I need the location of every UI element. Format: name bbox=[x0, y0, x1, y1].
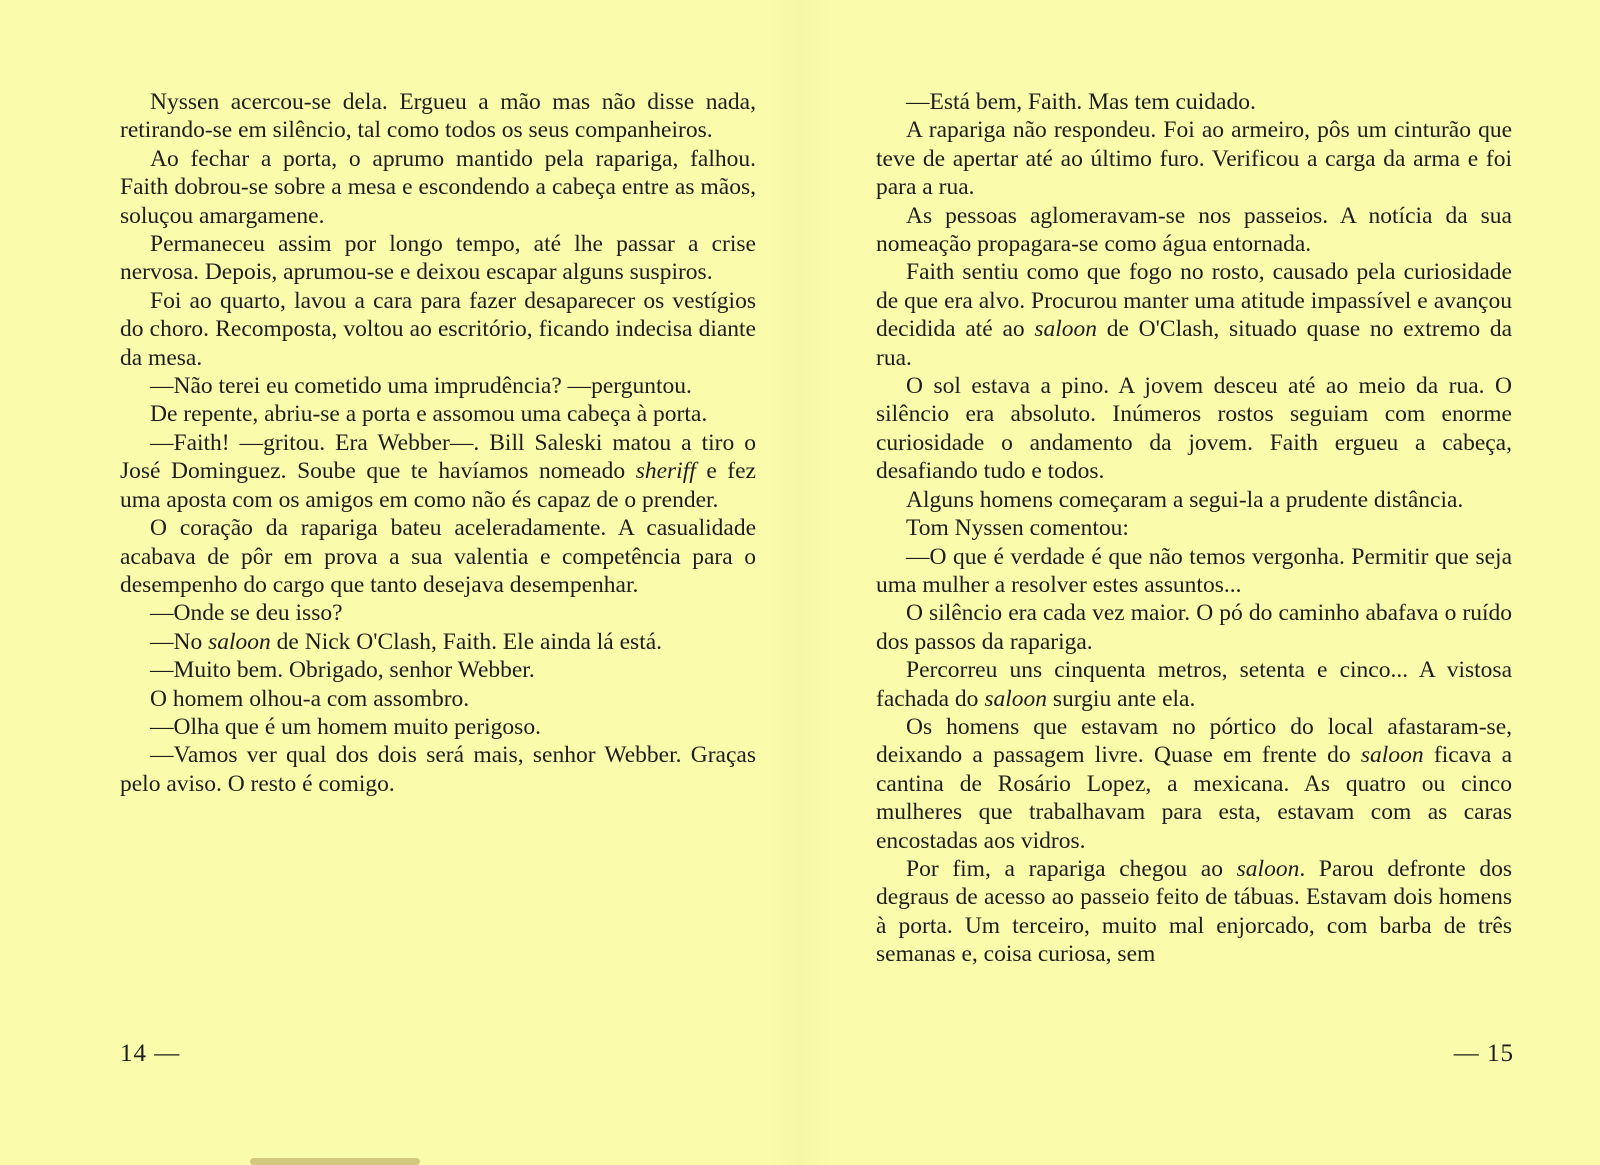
paragraph: O sol estava a pino. A jovem desceu até ao meio da rua. O silêncio era absoluto. Inúmeros rostos seguiam com enorme curiosidade o andamento da jovem. Faith ergueu a cabeça, desafiando tudo e todos. bbox=[876, 373, 1512, 485]
paragraph: —No saloon de Nick O'Clash, Faith. Ele ainda lá está. bbox=[150, 628, 663, 655]
paragraph: —Faith! —gritou. Era Webber—. Bill Saleski matou a tiro o José Dominguez. Soube que te havíamos nomeado sheriff e fez uma aposta com os amigos em como não és capaz de o prender. bbox=[120, 429, 756, 513]
paragraph: Faith sentiu como que fogo no rosto, causado pela curiosidade de que era alvo. Procurou manter uma atitude impassível e avançou decidida até ao saloon de O'Clash, situado quase no extremo da rua. bbox=[876, 259, 1512, 371]
paragraph: De repente, abriu-se a porta e assomou uma cabeça à porta. bbox=[150, 401, 708, 428]
paragraph: Ao fechar a porta, o aprumo mantido pela rapariga, falhou. Faith dobrou-se sobre a mesa e escondendo a cabeça entre as mãos, soluçou amargamene. bbox=[120, 145, 756, 229]
paragraph: Os homens que estavam no pórtico do local afastaram-se, deixando a passagem livre. Quase em frente do saloon ficava a cantina de Rosário Lopez, a mexicana. As quatro ou cinco mulheres que trabalhavam para esta, estavam com as caras encostadas aos vidros. bbox=[876, 713, 1512, 854]
paper-smudge bbox=[250, 1158, 420, 1165]
left-page-text bbox=[120, 88, 756, 798]
paragraph: Nyssen acercou-se dela. Ergueu a mão mas não disse nada, retirando-se em silêncio, tal como todos os seus companheiros. bbox=[120, 89, 756, 144]
paragraph: O homem olhou-a com assombro. bbox=[150, 685, 470, 712]
paragraph: Alguns homens começaram a segui-la a prudente distância. bbox=[906, 486, 1464, 513]
paragraph: —O que é verdade é que não temos vergonha. Permitir que seja uma mulher a resolver estes assuntos... bbox=[876, 543, 1512, 598]
book-gutter bbox=[770, 0, 830, 1165]
paragraph: O silêncio era cada vez maior. O pó do caminho abafava o ruído dos passos da rapariga. bbox=[876, 600, 1512, 655]
page-number-right: — 15 bbox=[1453, 1040, 1514, 1067]
paragraph: —Onde se deu isso? bbox=[150, 600, 343, 627]
paragraph: —Está bem, Faith. Mas tem cuidado. bbox=[906, 89, 1256, 115]
paragraph: A rapariga não respondeu. Foi ao armeiro, pôs um cinturão que teve de apertar até ao último furo. Verificou a carga da arma e foi para a rua. bbox=[876, 117, 1512, 201]
page-number-left: 14 — bbox=[120, 1040, 181, 1067]
paragraph: As pessoas aglomeravam-se nos passeios. A notícia da sua nomeação propagara-se como água entornada. bbox=[876, 202, 1512, 258]
paragraph: —Muito bem. Obrigado, senhor Webber. bbox=[150, 657, 535, 684]
paragraph: Permaneceu assim por longo tempo, até lhe passar a crise nervosa. Depois, aprumou-se e deixou escapar alguns suspiros. bbox=[120, 231, 756, 286]
paragraph: Percorreu uns cinquenta metros, setenta e cinco... A vistosa fachada do saloon surgiu ante ela. bbox=[876, 657, 1512, 712]
paragraph: O coração da rapariga bateu aceleradamente. A casualidade acabava de pôr em prova a sua valentia e competência para o desempenho do cargo que tanto desejava desempenhar. bbox=[120, 515, 756, 598]
paragraph: —Olha que é um homem muito perigoso. bbox=[150, 713, 541, 740]
paragraph: —Vamos ver qual dos dois será mais, senhor Webber. Graças pelo aviso. O resto é comigo. bbox=[120, 742, 756, 797]
paragraph: —Não terei eu cometido uma imprudência? —perguntou. bbox=[150, 373, 692, 400]
paragraph: Por fim, a rapariga chegou ao saloon. Parou defronte dos degraus de acesso ao passeio feito de tábuas. Estavam dois homens à porta. Um terceiro, muito mal enjorcado, com barba de três semanas e, coisa curiosa, sem bbox=[876, 855, 1512, 968]
paragraph: Tom Nyssen comentou: bbox=[906, 515, 1129, 542]
right-page-text bbox=[876, 88, 1512, 969]
paragraph: Foi ao quarto, lavou a cara para fazer desaparecer os vestígios do choro. Recomposta, voltou ao escritório, ficando indecisa diante da mesa. bbox=[120, 287, 756, 371]
